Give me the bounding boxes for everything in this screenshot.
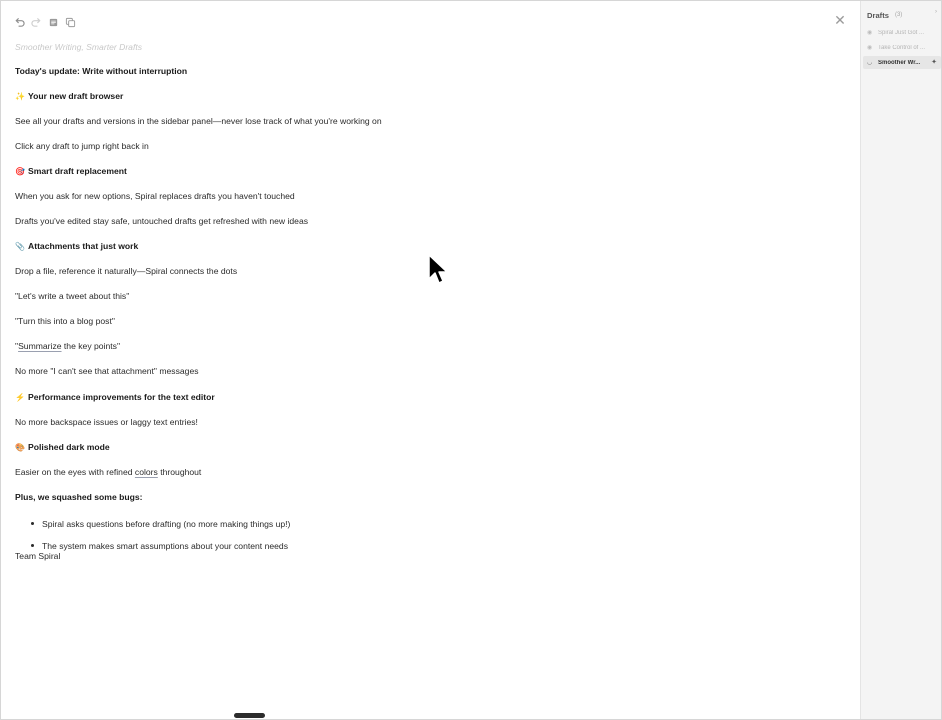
collapse-icon[interactable]: ›	[935, 9, 937, 15]
mouse-cursor-icon	[427, 253, 449, 287]
sidebar-title: Drafts	[867, 10, 889, 20]
editor-toolbar	[13, 14, 76, 30]
paperclip-icon: 📎	[15, 242, 25, 251]
paragraph: No more backspace issues or laggy text entries!	[15, 417, 198, 427]
quote-rest: the key points"	[61, 341, 120, 351]
section-heading-draft-browser	[15, 91, 123, 101]
sidebar-item-draft-2[interactable]	[863, 41, 941, 54]
text-run: throughout	[157, 467, 202, 477]
section-heading-smart-replacement	[15, 166, 127, 176]
sidebar-item-draft-1[interactable]	[863, 26, 941, 39]
draft-count: (3)	[894, 12, 903, 18]
sparkles-icon: ✨	[15, 92, 25, 101]
eye-icon: ◉	[867, 45, 873, 51]
text-run: Easier on the eyes with refined	[15, 467, 135, 477]
sidebar-item-draft-3[interactable]	[863, 56, 941, 69]
undo-icon[interactable]	[13, 15, 25, 29]
draft-label: Smoother Wr...	[878, 59, 921, 66]
update-heading: Today's update: Write without interruption	[15, 66, 188, 76]
document-subtitle: Smoother Writing, Smarter Drafts	[15, 42, 143, 52]
quote-line: "Let's write a tweet about this"	[15, 291, 130, 301]
paragraph: When you ask for new options, Spiral replaces drafts you haven't touched	[15, 191, 295, 201]
redo-icon[interactable]	[30, 15, 42, 29]
palette-icon: 🎨	[15, 443, 25, 452]
paragraph: Click any draft to jump right back in	[15, 141, 149, 151]
section-heading-performance	[15, 392, 215, 402]
spellcheck-word[interactable]: colors	[134, 467, 158, 477]
sidebar-header	[867, 9, 941, 21]
paragraph	[15, 467, 201, 477]
section-title: Polished dark mode	[28, 442, 110, 452]
eye-icon: ◉	[867, 30, 873, 36]
quote-line: "Turn this into a blog post"	[15, 316, 115, 326]
copy-icon[interactable]	[64, 15, 76, 29]
quote-open: "	[15, 341, 19, 351]
section-title: Your new draft browser	[28, 91, 124, 101]
paragraph: Drafts you've edited stay safe, untouched drafts get refreshed with new ideas	[15, 216, 309, 226]
scroll-handle[interactable]	[234, 713, 265, 718]
target-icon: 🎯	[15, 167, 25, 176]
signoff: Team Spiral	[15, 551, 61, 561]
bug-fix-list	[29, 518, 290, 562]
lightning-icon: ⚡	[15, 393, 25, 402]
section-title: Smart draft replacement	[28, 166, 127, 176]
paragraph: See all your drafts and versions in the sidebar panel—never lose track of what you're working on	[15, 116, 382, 126]
spellcheck-word[interactable]: Summarize	[18, 341, 62, 351]
quote-line	[15, 341, 120, 351]
section-heading-attachments	[15, 241, 138, 251]
section-title: Attachments that just work	[28, 241, 139, 251]
bugs-heading: Plus, we squashed some bugs:	[15, 492, 143, 502]
paragraph: No more "I can't see that attachment" messages	[15, 366, 199, 376]
drafts-sidebar	[860, 1, 942, 719]
document-icon[interactable]	[47, 15, 59, 29]
draft-label: Spiral Just Got ...	[878, 29, 925, 36]
paragraph: Drop a file, reference it naturally—Spiral connects the dots	[15, 266, 238, 276]
sparkle-icon: ✦	[931, 59, 937, 66]
eye-closed-icon: ◡	[867, 60, 873, 66]
list-item: Spiral asks questions before drafting (no more making things up!)	[29, 518, 290, 540]
close-icon[interactable]: ✕	[834, 12, 846, 28]
list-item: The system makes smart assumptions about your content needs	[29, 540, 290, 562]
section-heading-dark-mode	[15, 442, 110, 452]
draft-label: Take Control of ...	[878, 44, 926, 51]
section-title: Performance improvements for the text editor	[28, 392, 215, 402]
